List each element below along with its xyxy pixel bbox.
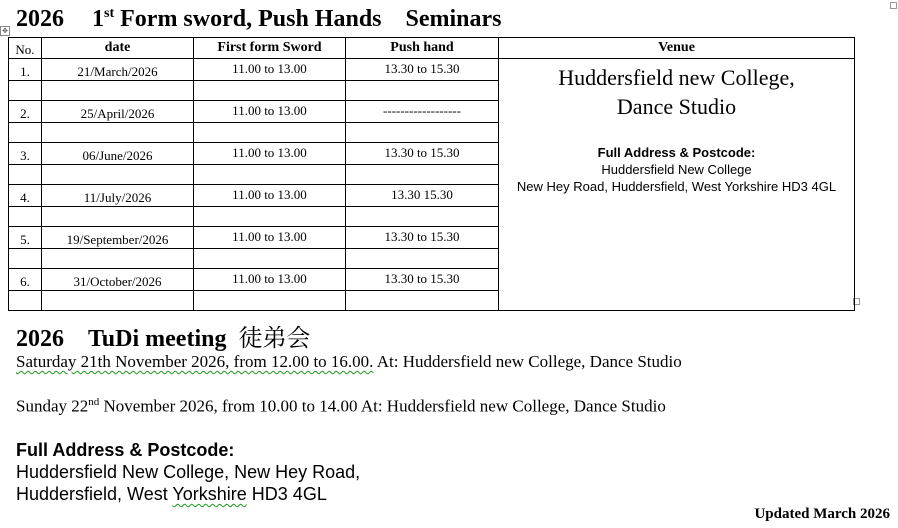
address-line2-pre: Huddersfield, West <box>16 484 173 504</box>
tudi-heading <box>16 318 310 353</box>
row-sword-time: 11.00 to 13.00 <box>194 143 346 165</box>
row-date: 31/October/2026 <box>42 269 194 291</box>
row-push-time: 13.30 to 15.30 <box>346 227 499 249</box>
venue-address-line2: New Hey Road, Huddersfield, West Yorkshire HD3 4GL <box>516 179 837 194</box>
header-sword: First form Sword <box>194 38 346 59</box>
row-date: 06/June/2026 <box>42 143 194 165</box>
row-sword-time: 11.00 to 13.00 <box>194 101 346 123</box>
saturday-venue: At: Huddersfield new College, Dance Studio <box>373 352 682 371</box>
header-push: Push hand <box>346 38 499 59</box>
row-push-time: ------------------ <box>346 101 499 123</box>
saturday-date: Saturday 21th November 2026, from 12.00 to 16.00. <box>16 352 374 371</box>
row-number: 3. <box>9 143 42 165</box>
title-ordinal-suffix: st <box>104 6 115 21</box>
row-push-time: 13.30 to 15.30 <box>346 269 499 291</box>
tudi-title: TuDi meeting <box>88 326 227 352</box>
title-ordinal: 1 <box>92 6 104 32</box>
row-date: 19/September/2026 <box>42 227 194 249</box>
row-sword-time: 11.00 to 13.00 <box>194 227 346 249</box>
header-no: No. <box>9 38 42 59</box>
address-heading: Full Address & Postcode: <box>16 440 235 460</box>
tudi-year: 2026 <box>16 326 64 352</box>
title-year: 2026 <box>16 6 64 32</box>
sunday-date-suffix: nd <box>88 396 100 408</box>
tudi-chinese-title: 徒弟会 <box>238 324 311 352</box>
row-number: 2. <box>9 101 42 123</box>
row-push-time: 13.30 to 15.30 <box>346 143 499 165</box>
venue-address-line1: Huddersfield New College <box>601 162 752 177</box>
venue-address-heading: Full Address & Postcode: <box>597 145 756 160</box>
row-sword-time: 11.00 to 13.00 <box>194 59 346 81</box>
saturday-line <box>16 352 682 372</box>
row-date: 21/March/2026 <box>42 59 194 81</box>
address-postcode: HD3 4GL <box>246 484 327 504</box>
row-sword-time: 11.00 to 13.00 <box>194 269 346 291</box>
anchor-marker <box>890 2 897 9</box>
updated-note: Updated March 2026 <box>754 506 890 522</box>
row-number: 1. <box>9 59 42 81</box>
row-number: 5. <box>9 227 42 249</box>
address-line2 <box>16 484 327 505</box>
seminar-schedule-table <box>8 37 855 311</box>
sunday-rest: November 2026, from 10.00 to 14.00 At: Huddersfield new College, Dance Studio <box>99 396 666 416</box>
row-push-time: 13.30 to 15.30 <box>346 59 499 81</box>
row-number: 4. <box>9 185 42 207</box>
sunday-line <box>16 396 666 417</box>
title-rest: Form sword, Push Hands <box>120 6 382 32</box>
table-move-handle-icon[interactable]: ✥ <box>0 26 10 36</box>
row-date: 25/April/2026 <box>42 101 194 123</box>
address-county: Yorkshire <box>172 484 247 504</box>
row-push-time: 13.30 15.30 <box>346 185 499 207</box>
row-sword-time: 11.00 to 13.00 <box>194 185 346 207</box>
row-number: 6. <box>9 269 42 291</box>
header-date: date <box>42 38 194 59</box>
address-line1: Huddersfield New College, New Hey Road, <box>16 462 361 482</box>
row-date: 11/July/2026 <box>42 185 194 207</box>
table-header-row <box>9 38 855 59</box>
table-row <box>9 59 855 81</box>
page-title <box>16 6 502 33</box>
sunday-date-pre: Sunday 22 <box>16 396 89 416</box>
venue-name-line2: Dance Studio <box>616 94 737 119</box>
venue-name-line1: Huddersfield new College, <box>558 65 795 90</box>
venue-cell <box>499 59 855 311</box>
header-venue: Venue <box>499 38 855 59</box>
title-seminars: Seminars <box>405 6 502 32</box>
